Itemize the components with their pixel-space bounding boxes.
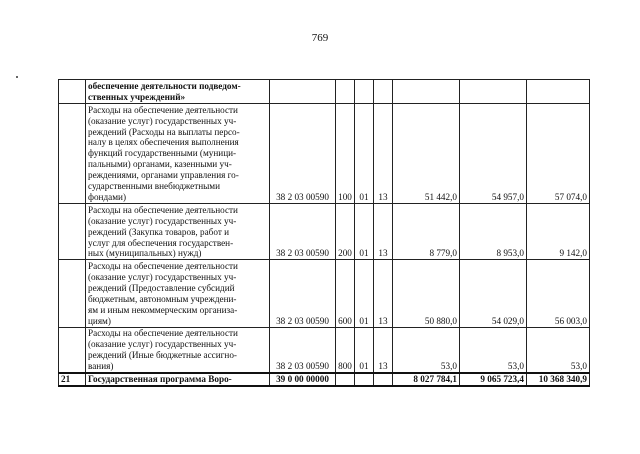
description-line: реждений (Иные бюджетные ассигно- bbox=[88, 350, 237, 361]
description-line: бюджетным, автономным учреждени- bbox=[88, 294, 237, 305]
amount-year2-cell: 54 029,0 bbox=[460, 260, 527, 327]
amount-year3-cell bbox=[527, 80, 590, 104]
description-cell bbox=[86, 260, 270, 327]
expense-type-cell: 200 bbox=[336, 203, 355, 260]
description-line: пальными) органами, казенными уч- bbox=[88, 159, 232, 170]
target-code-cell bbox=[270, 80, 336, 104]
amount-year1-cell: 51 442,0 bbox=[393, 103, 460, 203]
description-line: Расходы на обеспечение деятельности bbox=[88, 204, 238, 215]
table-body bbox=[59, 80, 590, 386]
amount-year3-cell: 53,0 bbox=[527, 327, 590, 373]
description-line: Расходы на обеспечение деятельности bbox=[88, 328, 238, 339]
amount-year1-cell: 53,0 bbox=[393, 327, 460, 373]
subsection-cell: 13 bbox=[374, 260, 393, 327]
expense-type-cell: 800 bbox=[336, 327, 355, 373]
amount-year2-cell bbox=[460, 80, 527, 104]
description-line: функций государственными (муници- bbox=[88, 148, 237, 159]
target-code-cell: 38 2 03 00590 bbox=[270, 327, 336, 373]
subsection-cell: 13 bbox=[374, 327, 393, 373]
table-row bbox=[59, 327, 590, 373]
amount-year1-cell: 50 880,0 bbox=[393, 260, 460, 327]
description-line: реждений (Расходы на выплаты персо- bbox=[88, 126, 240, 137]
table-row bbox=[59, 80, 590, 104]
target-code-cell: 39 0 00 00000 bbox=[270, 373, 336, 386]
description-line: фондами) bbox=[88, 191, 127, 202]
description-line: вания) bbox=[88, 360, 114, 371]
description-line: ям и иным некоммерческим организа- bbox=[88, 304, 238, 315]
row-number-cell bbox=[59, 260, 86, 327]
description-line: (оказание услуг) государственных уч- bbox=[88, 115, 237, 126]
row-number-cell bbox=[59, 103, 86, 203]
amount-year3-cell: 56 003,0 bbox=[527, 260, 590, 327]
subsection-cell: 13 bbox=[374, 103, 393, 203]
row-number-cell bbox=[59, 327, 86, 373]
description-line: налу в целях обеспечения выполнения bbox=[88, 137, 239, 148]
amount-year3-cell: 57 074,0 bbox=[527, 103, 590, 203]
row-number-cell: 21 bbox=[59, 373, 86, 386]
table-row bbox=[59, 373, 590, 386]
description-cell bbox=[86, 203, 270, 260]
budget-table bbox=[58, 79, 590, 387]
description-line: циям) bbox=[88, 315, 111, 326]
description-cell bbox=[86, 80, 270, 104]
amount-year2-cell: 9 065 723,4 bbox=[460, 373, 527, 386]
row-number-cell bbox=[59, 203, 86, 260]
amount-year2-cell: 53,0 bbox=[460, 327, 527, 373]
subsection-cell bbox=[374, 373, 393, 386]
section-cell bbox=[355, 373, 374, 386]
description-line: Расходы на обеспечение деятельности bbox=[88, 104, 238, 115]
expense-type-cell bbox=[336, 373, 355, 386]
description-line: реждений (Предоставление субсидий bbox=[88, 283, 235, 294]
amount-year2-cell: 8 953,0 bbox=[460, 203, 527, 260]
table-row bbox=[59, 203, 590, 260]
description-line: (оказание услуг) государственных уч- bbox=[88, 339, 237, 350]
description-line: сударственными внебюджетными bbox=[88, 181, 221, 192]
page-number: 769 bbox=[311, 32, 329, 44]
amount-year1-cell bbox=[393, 80, 460, 104]
subsection-cell bbox=[374, 80, 393, 104]
target-code-cell: 38 2 03 00590 bbox=[270, 260, 336, 327]
description-line: (оказание услуг) государственных уч- bbox=[88, 215, 237, 226]
description-line: ных (муниципальных) нужд) bbox=[88, 248, 202, 259]
description-line: обеспечение деятельности подведом- bbox=[88, 80, 241, 91]
amount-year1-cell: 8 779,0 bbox=[393, 203, 460, 260]
section-cell: 01 bbox=[355, 327, 374, 373]
section-cell: 01 bbox=[355, 203, 374, 260]
subsection-cell: 13 bbox=[374, 203, 393, 260]
expense-type-cell: 100 bbox=[336, 103, 355, 203]
amount-year1-cell: 8 027 784,1 bbox=[393, 373, 460, 386]
description-line: (оказание услуг) государственных уч- bbox=[88, 272, 237, 283]
amount-year2-cell: 54 957,0 bbox=[460, 103, 527, 203]
target-code-cell: 38 2 03 00590 bbox=[270, 203, 336, 260]
description-cell bbox=[86, 373, 270, 386]
description-cell bbox=[86, 103, 270, 203]
section-cell: 01 bbox=[355, 103, 374, 203]
description-line: услуг для обеспечения государствен- bbox=[88, 237, 234, 248]
amount-year3-cell: 10 368 340,9 bbox=[527, 373, 590, 386]
description-line: Расходы на обеспечение деятельности bbox=[88, 261, 238, 272]
section-cell: 01 bbox=[355, 260, 374, 327]
description-line: реждений (Закупка товаров, работ и bbox=[88, 226, 230, 237]
expense-type-cell bbox=[336, 80, 355, 104]
description-cell bbox=[86, 327, 270, 373]
target-code-cell: 38 2 03 00590 bbox=[270, 103, 336, 203]
description-line: реждениями, органами управления го- bbox=[88, 170, 239, 181]
description-line: ственных учреждений» bbox=[88, 91, 186, 102]
table-row bbox=[59, 103, 590, 203]
scan-mark bbox=[16, 76, 18, 78]
description-line: Государственная программа Воро- bbox=[88, 373, 232, 384]
section-cell bbox=[355, 80, 374, 104]
expense-type-cell: 600 bbox=[336, 260, 355, 327]
table-row bbox=[59, 260, 590, 327]
row-number-cell bbox=[59, 80, 86, 104]
amount-year3-cell: 9 142,0 bbox=[527, 203, 590, 260]
